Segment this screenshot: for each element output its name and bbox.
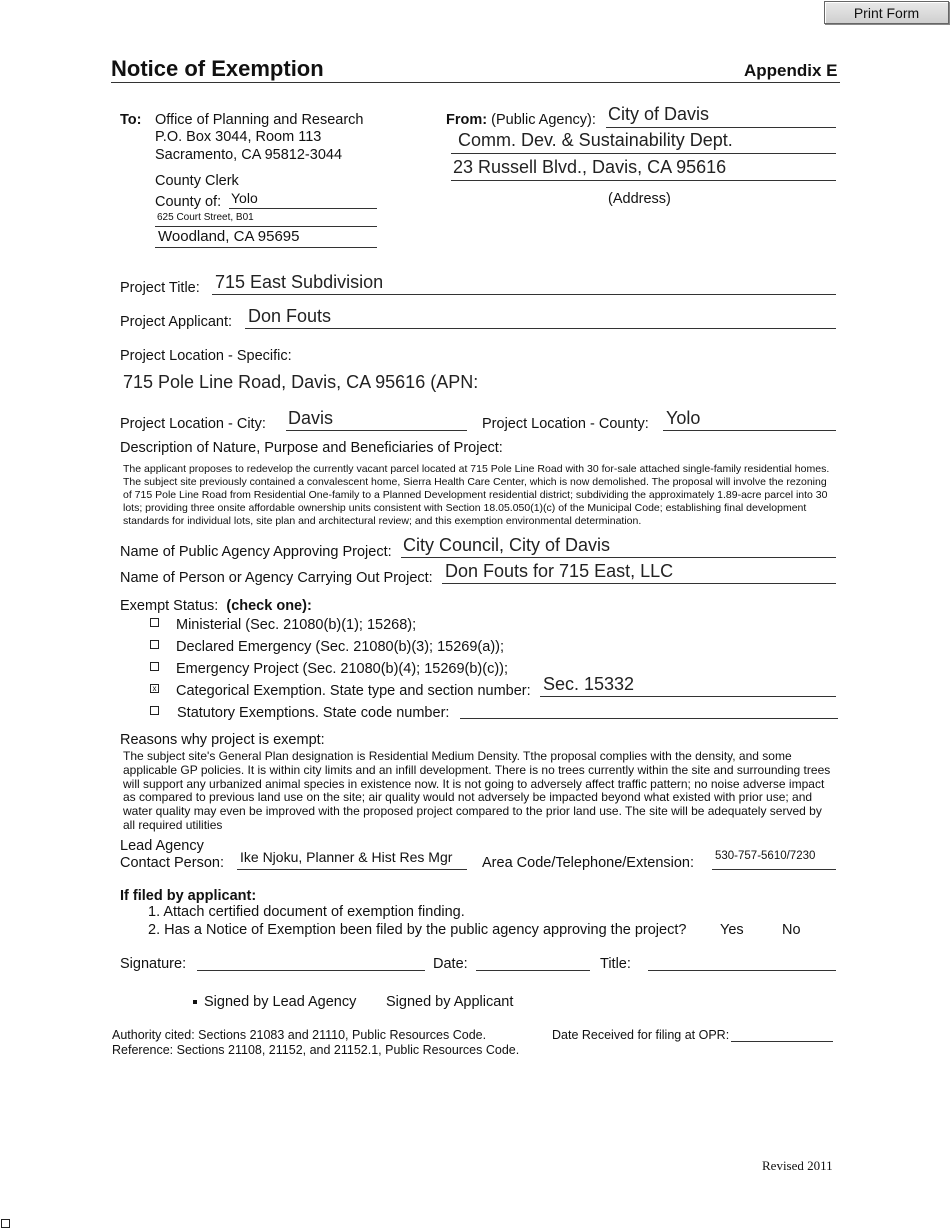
filed-item-1: 1. Attach certified document of exemption finding. bbox=[148, 904, 465, 920]
revised-label: Revised 2011 bbox=[762, 1158, 833, 1173]
county-clerk-label: County Clerk bbox=[155, 173, 239, 189]
from-label bbox=[446, 112, 596, 128]
from-label-bold: From: bbox=[446, 112, 488, 128]
location-city-underline bbox=[286, 430, 467, 431]
address-caption: (Address) bbox=[608, 191, 671, 207]
statutory-exemption-checkbox[interactable] bbox=[150, 706, 159, 715]
contact-person-underline bbox=[237, 869, 467, 870]
emergency-project-checkbox[interactable] bbox=[150, 662, 159, 671]
contact-person-field[interactable]: Ike Njoku, Planner & Hist Res Mgr bbox=[240, 849, 453, 865]
from-label-rest: (Public Agency): bbox=[491, 112, 596, 128]
approving-agency-underline bbox=[401, 557, 836, 558]
categorical-exemption-checkbox[interactable]: x bbox=[150, 684, 159, 693]
carrying-out-field[interactable]: Don Fouts for 715 East, LLC bbox=[445, 561, 674, 581]
approving-agency-label: Name of Public Agency Approving Project: bbox=[120, 544, 392, 560]
reference-text: Reference: Sections 21108, 21152, and 21152.1, Public Resources Code. bbox=[112, 1043, 520, 1057]
categorical-section-field[interactable]: Sec. 15332 bbox=[543, 674, 635, 694]
page-title: Notice of Exemption bbox=[111, 56, 324, 81]
date-received-underline[interactable] bbox=[731, 1041, 833, 1042]
reasons-field[interactable]: The subject site's General Plan designation is Residential Medium Density. Tthe proposal complies with the density, and some applicable GP policies. It is within city limits and an infill development. There is no trees currently within the site and surrounding trees will support any urbanized animal species in existence now. It is not going to adversely affect traffic pattern; no noise adverse impact as compared to previous land use on the site; air quality would not adversely be impacted beyond what existed with prior use; and water quality may even be improved with the proposed project compared to the prior land use. The site will be adequately served by all required utilities bbox=[123, 749, 831, 832]
ministerial-label: Ministerial (Sec. 21080(b)(1); 15268); bbox=[176, 617, 417, 633]
lead-agency-label: Lead Agency bbox=[120, 838, 204, 854]
signed-by-lead-label: Signed by Lead Agency bbox=[204, 994, 357, 1010]
project-applicant-field[interactable]: Don Fouts bbox=[248, 306, 332, 326]
county-of-label: County of: bbox=[155, 194, 222, 210]
date-received-label: Date Received for filing at OPR: bbox=[552, 1028, 730, 1042]
approving-agency-field[interactable]: City Council, City of Davis bbox=[403, 535, 611, 555]
county-of-field[interactable]: Yolo bbox=[231, 190, 258, 206]
filed-by-applicant-heading: If filed by applicant: bbox=[120, 888, 257, 904]
title-underline[interactable] bbox=[648, 970, 836, 971]
date-underline[interactable] bbox=[476, 970, 590, 971]
opr-city: Sacramento, CA 95812-3044 bbox=[155, 147, 343, 163]
contact-person-label: Contact Person: bbox=[120, 855, 224, 871]
carrying-out-underline bbox=[442, 583, 836, 584]
signature-label: Signature: bbox=[120, 956, 187, 972]
county-city-field[interactable]: Woodland, CA 95695 bbox=[158, 228, 300, 245]
exempt-status-check-one: (check one): bbox=[226, 598, 312, 614]
date-label: Date: bbox=[433, 956, 468, 972]
description-label: Description of Nature, Purpose and Beneficiaries of Project: bbox=[120, 440, 503, 456]
categorical-section-underline bbox=[540, 696, 836, 697]
statutory-exemption-label: Statutory Exemptions. State code number: bbox=[177, 705, 450, 721]
project-title-field[interactable]: 715 East Subdivision bbox=[215, 272, 384, 292]
corner-checkbox[interactable] bbox=[1, 1219, 10, 1228]
county-of-underline bbox=[229, 208, 377, 209]
location-county-label: Project Location - County: bbox=[482, 416, 649, 432]
from-dept-field[interactable]: Comm. Dev. & Sustainability Dept. bbox=[458, 130, 733, 150]
appendix-label: Appendix E bbox=[744, 61, 838, 80]
location-county-field[interactable]: Yolo bbox=[666, 408, 701, 428]
description-field[interactable]: The applicant proposes to redevelop the currently vacant parcel located at 715 Pole Line Road with 30 for-sale attached single-family residential homes. The subject site previously contained a convalescent home, Sierra Health Care Center, which is now demolished. The proposal will involve the rezoning of 715 Pole Line Road from Residential One-family to a Planned Development residential district; subdividing the approximately 1.89-acre parcel into 30 lots; providing three onsite affordable ownership units consistent with Section 18.05.050(1)(c) of the Municipal Code; establishing final development standards for individual lots, site plan and architectural review; and this exemption environmental determination. bbox=[123, 463, 830, 527]
project-applicant-label: Project Applicant: bbox=[120, 314, 233, 330]
declared-emergency-checkbox[interactable] bbox=[150, 640, 159, 649]
location-city-label: Project Location - City: bbox=[120, 416, 266, 432]
filed-no-option[interactable]: No bbox=[782, 922, 801, 938]
ministerial-checkbox[interactable] bbox=[150, 618, 159, 627]
phone-label: Area Code/Telephone/Extension: bbox=[482, 855, 695, 871]
signed-by-lead-radio[interactable] bbox=[193, 1000, 197, 1004]
signed-by-applicant-label[interactable]: Signed by Applicant bbox=[386, 994, 514, 1010]
county-city-underline bbox=[155, 247, 377, 248]
authority-cited: Authority cited: Sections 21083 and 21110, Public Resources Code. bbox=[112, 1028, 487, 1042]
location-city-field[interactable]: Davis bbox=[288, 408, 334, 428]
exempt-status-label bbox=[120, 598, 312, 614]
header-rule bbox=[111, 82, 840, 83]
filed-yes-option[interactable]: Yes bbox=[720, 922, 744, 938]
categorical-exemption-label: Categorical Exemption. State type and section number: bbox=[176, 683, 531, 699]
from-agency-field[interactable]: City of Davis bbox=[608, 104, 710, 124]
location-specific-field[interactable]: 715 Pole Line Road, Davis, CA 95616 (APN: bbox=[123, 372, 479, 392]
print-form-button[interactable]: Print Form bbox=[824, 1, 949, 24]
declared-emergency-label: Declared Emergency (Sec. 21080(b)(3); 15269(a)); bbox=[176, 639, 505, 655]
location-county-underline bbox=[663, 430, 836, 431]
to-label: To: bbox=[120, 112, 142, 128]
filed-item-2: 2. Has a Notice of Exemption been filed by the public agency approving the project? bbox=[148, 922, 687, 938]
opr-name: Office of Planning and Research bbox=[155, 112, 364, 128]
statutory-code-underline[interactable] bbox=[460, 718, 838, 719]
phone-underline bbox=[712, 869, 836, 870]
county-street-underline bbox=[155, 226, 377, 227]
project-title-underline bbox=[212, 294, 836, 295]
phone-field[interactable]: 530-757-5610/7230 bbox=[715, 850, 816, 862]
project-title-label: Project Title: bbox=[120, 280, 200, 296]
from-agency-underline bbox=[606, 127, 836, 128]
county-street-field[interactable]: 625 Court Street, B01 bbox=[157, 212, 254, 223]
emergency-project-label: Emergency Project (Sec. 21080(b)(4); 15269(b)(c)); bbox=[176, 661, 509, 677]
project-applicant-underline bbox=[245, 328, 836, 329]
exempt-status-text: Exempt Status: bbox=[120, 598, 219, 614]
location-specific-label: Project Location - Specific: bbox=[120, 348, 292, 364]
title-label: Title: bbox=[600, 956, 631, 972]
from-dept-underline bbox=[451, 153, 836, 154]
signature-underline[interactable] bbox=[197, 970, 425, 971]
reasons-label: Reasons why project is exempt: bbox=[120, 732, 325, 748]
from-address-underline bbox=[451, 180, 836, 181]
from-address-field[interactable]: 23 Russell Blvd., Davis, CA 95616 bbox=[453, 157, 727, 177]
carrying-out-label: Name of Person or Agency Carrying Out Project: bbox=[120, 570, 433, 586]
opr-po-box: P.O. Box 3044, Room 113 bbox=[155, 129, 322, 145]
